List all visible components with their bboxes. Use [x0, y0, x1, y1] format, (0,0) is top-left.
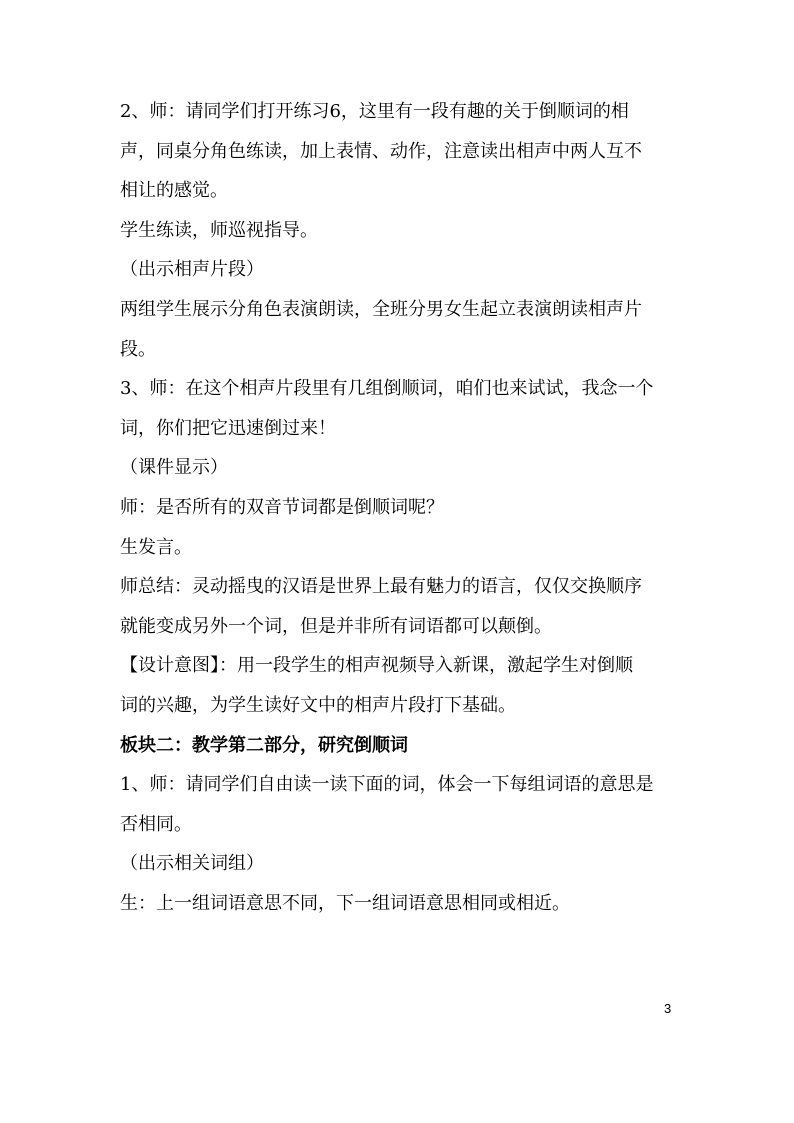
page-content	[120, 100, 680, 931]
paragraph-line: 师总结：灵动摇曳的汉语是世界上最有魅力的语言，仅仅交换顺序	[120, 576, 642, 598]
page-number: 3	[664, 1001, 672, 1016]
paragraph-line: 3、师：在这个相声片段里有几组倒顺词，咱们也来试试，我念一个	[120, 378, 654, 400]
paragraph-line: 段。	[120, 338, 156, 360]
paragraph-line: 生：上一组词语意思不同，下一组词语意思相同或相近。	[120, 892, 570, 914]
paragraph-line: 2、师：请同学们打开练习6，这里有一段有趣的关于倒顺词的相	[120, 101, 629, 122]
paragraph-line: （课件显示）	[120, 457, 228, 479]
paragraph-line: 生发言。	[120, 536, 192, 558]
paragraph-line: 词的兴趣，为学生读好文中的相声片段打下基础。	[120, 694, 516, 716]
paragraph-line: 学生练读，师巡视指导。	[120, 219, 318, 241]
paragraph-line: 就能变成另外一个词，但是并非所有词语都可以颠倒。	[120, 615, 552, 637]
paragraph-line: （出示相声片段）	[120, 259, 264, 281]
paragraph-line: 师：是否所有的双音节词都是倒顺词呢？	[120, 496, 444, 518]
paragraph-line: 【设计意图】：用一段学生的相声视频导入新课，激起学生对倒顺	[120, 655, 633, 677]
paragraph-line: 声，同桌分角色练读，加上表情、动作，注意读出相声中两人互不	[120, 140, 642, 162]
paragraph-line: 相让的感觉。	[120, 180, 228, 202]
paragraph-line: 两组学生展示分角色表演朗读，全班分男女生起立表演朗读相声片	[120, 298, 642, 320]
section-heading: 板块二：教学第二部分，研究倒顺词	[120, 734, 408, 756]
paragraph-line: （出示相关词组）	[120, 853, 264, 875]
paragraph-line: 1、师：请同学们自由读一读下面的词，体会一下每组词语的意思是	[120, 774, 654, 796]
paragraph-line: 词，你们把它迅速倒过来！	[120, 417, 336, 439]
paragraph-line: 否相同。	[120, 813, 192, 835]
